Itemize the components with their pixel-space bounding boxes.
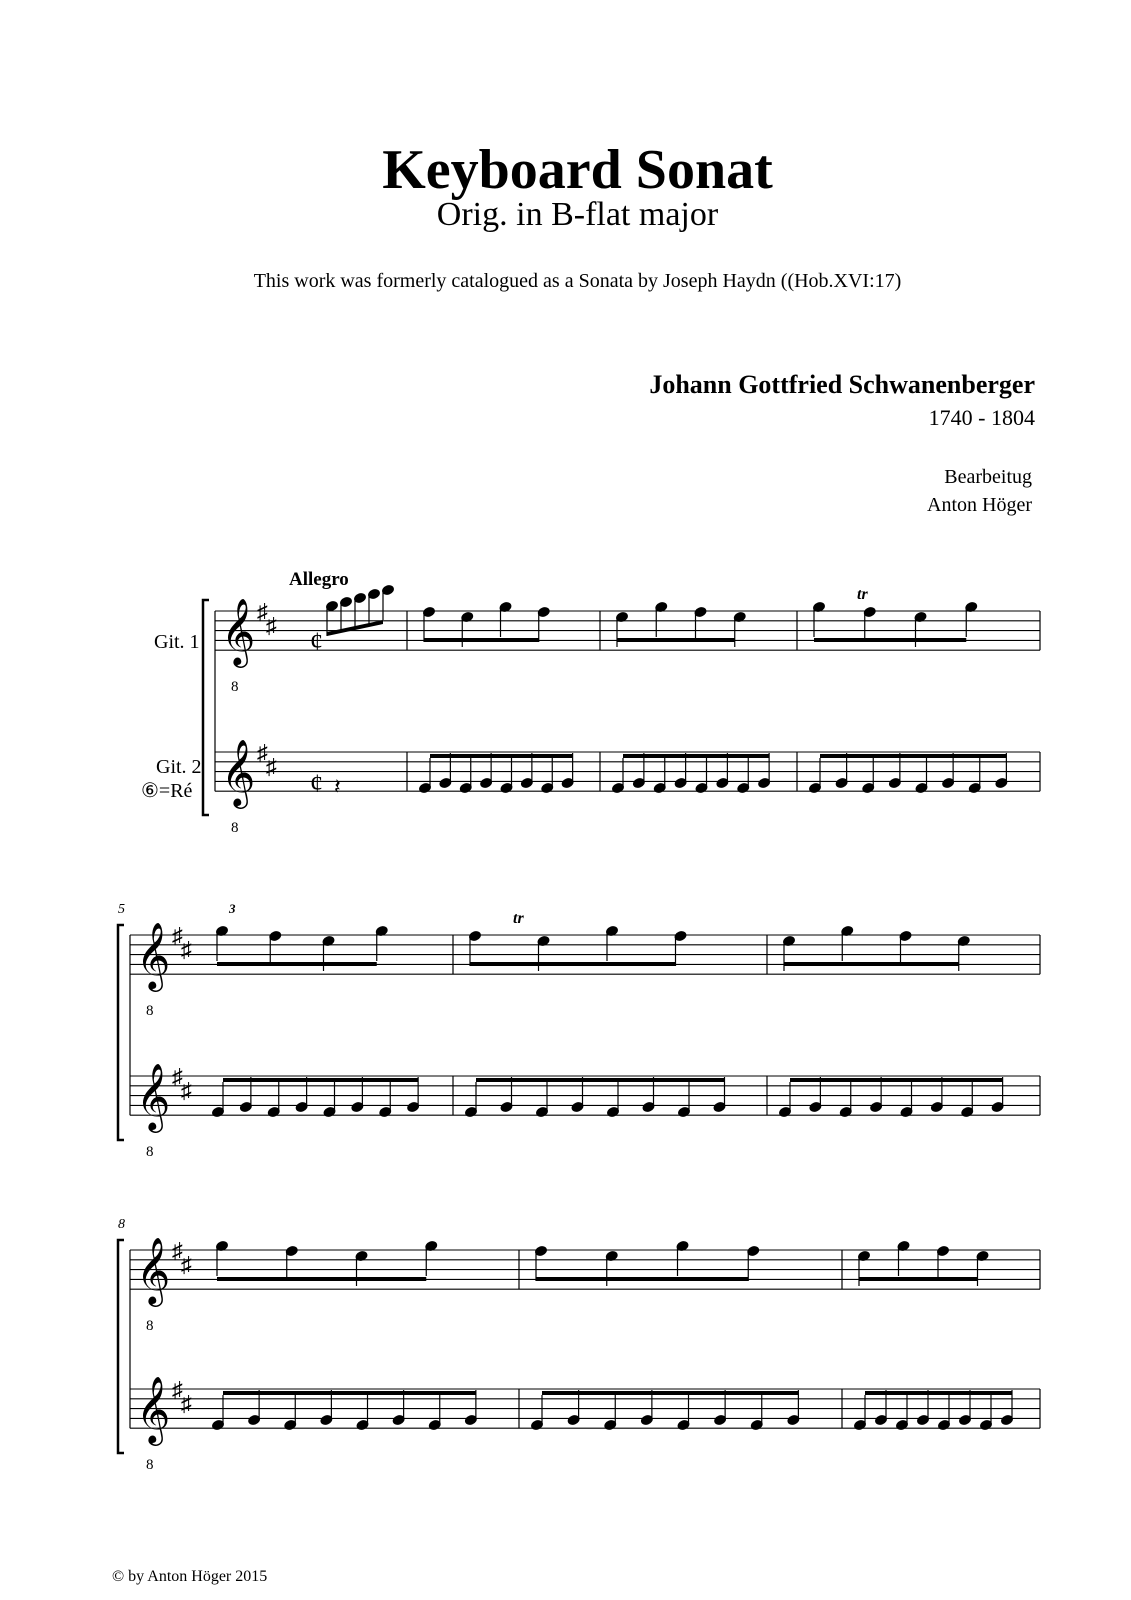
score-system <box>118 902 1040 1160</box>
note-beam <box>470 962 676 966</box>
copyright-notice: © by Anton Höger 2015 <box>112 1568 268 1585</box>
key-sharp-c: ♯ <box>266 613 277 638</box>
note-beam <box>542 1391 798 1395</box>
measure-number: 8 <box>118 1217 125 1232</box>
note-beam <box>820 754 1006 758</box>
key-sharp-f: ♯ <box>257 599 268 624</box>
page-subtitle: Orig. in B-flat major <box>436 196 719 233</box>
arranger-label: Bearbeitug <box>944 466 1032 488</box>
octave-clef-mark: 8 <box>146 1144 154 1160</box>
key-sharp-f: ♯ <box>172 923 183 948</box>
composer-name: Johann Gottfried Schwanenberger <box>649 370 1035 399</box>
page-title: Keyboard Sonat <box>382 139 773 201</box>
trill-mark: tr <box>857 586 868 603</box>
upper-staff <box>130 935 1040 974</box>
note-beam <box>623 754 769 758</box>
part-name-guitar-2: Git. 2 <box>156 756 202 778</box>
note-beam <box>814 638 966 642</box>
octave-clef-mark: 8 <box>146 1457 154 1473</box>
score-system <box>203 586 1040 836</box>
treble-clef: 𝄞 <box>136 1377 171 1442</box>
note-beam <box>424 638 539 642</box>
system-bracket <box>118 925 124 1140</box>
key-sharp-c: ♯ <box>181 1391 192 1416</box>
key-sharp-f: ♯ <box>172 1064 183 1089</box>
system-bracket <box>118 1240 124 1453</box>
octave-clef-mark: 8 <box>231 820 239 836</box>
key-sharp-c: ♯ <box>181 1252 192 1277</box>
catalogue-note: This work was formerly catalogued as a Sonata by Joseph Haydn ((Hob.XVI:17) <box>253 270 902 292</box>
composer-dates: 1740 - 1804 <box>928 405 1035 430</box>
trill-mark: tr <box>513 910 524 927</box>
note-beam <box>217 962 377 966</box>
note-beam <box>859 1277 978 1281</box>
key-sharp-f: ♯ <box>257 740 268 765</box>
note-beam <box>223 1391 476 1395</box>
treble-clef: 𝄞 <box>136 1064 171 1129</box>
measure-number: 5 <box>118 902 125 917</box>
key-sharp-c: ♯ <box>181 937 192 962</box>
system-bracket <box>203 600 209 815</box>
quarter-rest: 𝄽 <box>334 774 341 799</box>
treble-clef: 𝄞 <box>221 599 256 664</box>
octave-clef-mark: 8 <box>146 1003 154 1019</box>
time-signature: ¢ <box>310 769 323 798</box>
note-beam <box>430 754 573 758</box>
note-beam <box>476 1078 725 1082</box>
string-tuning: ⑥=Ré <box>141 780 193 802</box>
time-signature: ¢ <box>310 627 323 656</box>
key-sharp-c: ♯ <box>181 1078 192 1103</box>
note-beam <box>790 1078 1003 1082</box>
upper-staff <box>130 1250 1040 1289</box>
treble-clef: 𝄞 <box>221 740 256 805</box>
key-sharp-f: ♯ <box>172 1238 183 1263</box>
score-system <box>118 1217 1040 1473</box>
note-beam <box>217 1277 426 1281</box>
arranger-name: Anton Höger <box>927 494 1032 516</box>
octave-clef-mark: 8 <box>146 1318 154 1334</box>
treble-clef: 𝄞 <box>136 1238 171 1303</box>
note-beam <box>223 1078 418 1082</box>
note-beam <box>536 1277 748 1281</box>
note-beam <box>784 962 959 966</box>
key-sharp-f: ♯ <box>172 1377 183 1402</box>
part-name-guitar-1: Git. 1 <box>154 631 200 653</box>
note-beam <box>865 1391 1012 1395</box>
octave-clef-mark: 8 <box>231 679 239 695</box>
key-sharp-c: ♯ <box>266 754 277 779</box>
tempo-marking: Allegro <box>289 569 349 590</box>
triplet-mark: 3 <box>229 901 236 916</box>
note-beam <box>617 638 735 642</box>
treble-clef: 𝄞 <box>136 923 171 988</box>
